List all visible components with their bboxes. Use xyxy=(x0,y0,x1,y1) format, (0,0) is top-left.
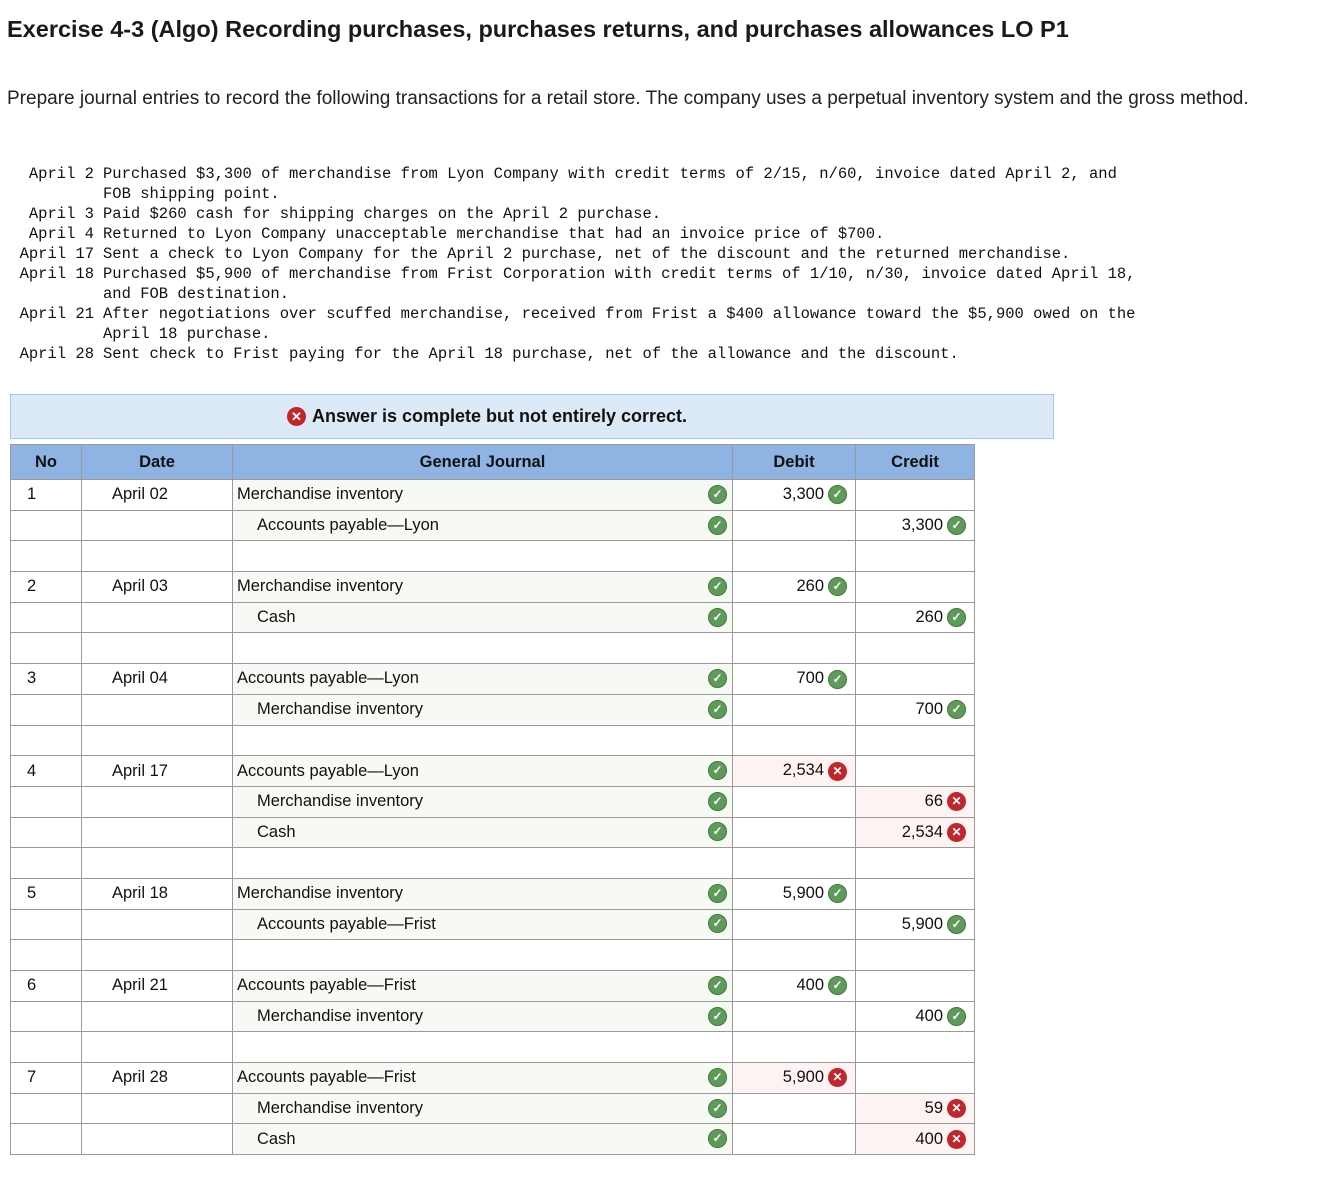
table-row xyxy=(11,480,975,511)
account-name: Merchandise inventory xyxy=(257,1007,423,1026)
table-row xyxy=(11,725,975,756)
debit-amount: 260 xyxy=(796,577,824,596)
entry-number xyxy=(11,633,82,664)
entry-number xyxy=(11,817,82,848)
table-row xyxy=(11,510,975,541)
table-row xyxy=(11,694,975,725)
entry-date[interactable] xyxy=(82,1032,233,1063)
entry-date[interactable] xyxy=(82,817,233,848)
transaction-text: After negotiations over scuffed merchandise, received from Frist a $400 allowance toward the $5,900 owed on the xyxy=(103,305,1136,323)
credit-cell[interactable] xyxy=(856,480,975,511)
col-no: No xyxy=(11,445,82,480)
debit-amount: 5,900 xyxy=(782,1068,824,1087)
x-circle-icon: ✕ xyxy=(947,1130,966,1149)
credit-cell[interactable] xyxy=(856,1124,975,1155)
check-circle-icon: ✓ xyxy=(708,1099,727,1118)
entry-date[interactable]: April 28 xyxy=(82,1063,233,1094)
instructions: Prepare journal entries to record the following transactions for a retail store. The company uses a perpetual inventory system and the gross method. xyxy=(7,88,1249,109)
account-name: Cash xyxy=(257,608,296,627)
transaction-text: Sent check to Frist paying for the April 18 purchase, net of the allowance and the discount. xyxy=(103,345,959,363)
credit-amount: 400 xyxy=(915,1129,943,1148)
account-cell[interactable] xyxy=(233,940,733,971)
credit-cell[interactable] xyxy=(856,725,975,756)
debit-cell[interactable] xyxy=(733,480,856,511)
credit-cell[interactable] xyxy=(856,694,975,725)
table-row xyxy=(11,572,975,603)
account-cell[interactable] xyxy=(233,1063,733,1094)
credit-cell[interactable] xyxy=(856,909,975,940)
transaction-date xyxy=(6,284,94,304)
credit-cell[interactable] xyxy=(856,848,975,879)
transaction-row xyxy=(6,164,1135,184)
credit-amount: 66 xyxy=(924,792,943,811)
check-circle-icon: ✓ xyxy=(708,577,727,596)
table-row xyxy=(11,1001,975,1032)
account-cell[interactable] xyxy=(233,1032,733,1063)
debit-cell[interactable] xyxy=(733,1063,856,1094)
check-circle-icon: ✓ xyxy=(828,976,847,995)
transaction-row xyxy=(6,304,1135,324)
debit-amount: 400 xyxy=(796,976,824,995)
debit-cell[interactable] xyxy=(733,817,856,848)
credit-amount: 700 xyxy=(915,700,943,719)
debit-cell[interactable] xyxy=(733,725,856,756)
entry-date[interactable]: April 03 xyxy=(82,572,233,603)
check-circle-icon: ✓ xyxy=(708,516,727,535)
debit-cell[interactable] xyxy=(733,1001,856,1032)
debit-cell[interactable] xyxy=(733,633,856,664)
credit-cell[interactable] xyxy=(856,756,975,787)
check-circle-icon: ✓ xyxy=(708,761,727,780)
credit-amount: 3,300 xyxy=(901,515,943,534)
debit-cell[interactable] xyxy=(733,572,856,603)
check-circle-icon: ✓ xyxy=(708,485,727,504)
entry-number xyxy=(11,848,82,879)
col-credit: Credit xyxy=(856,445,975,480)
account-cell[interactable] xyxy=(233,1124,733,1155)
account-cell[interactable] xyxy=(233,480,733,511)
transaction-text: Paid $260 cash for shipping charges on the April 2 purchase. xyxy=(103,205,662,223)
account-name: Accounts payable—Frist xyxy=(237,976,416,995)
credit-cell[interactable] xyxy=(856,602,975,633)
check-circle-icon: ✓ xyxy=(708,1129,727,1148)
transaction-text: FOB shipping point. xyxy=(103,185,280,203)
credit-cell[interactable] xyxy=(856,633,975,664)
check-circle-icon: ✓ xyxy=(828,884,847,903)
credit-cell[interactable] xyxy=(856,1032,975,1063)
credit-amount: 400 xyxy=(915,1006,943,1025)
entry-number xyxy=(11,510,82,541)
debit-amount: 700 xyxy=(796,669,824,688)
account-cell[interactable] xyxy=(233,971,733,1002)
account-name: Merchandise inventory xyxy=(237,884,403,903)
table-row xyxy=(11,1093,975,1124)
transaction-date xyxy=(6,184,94,204)
entry-date[interactable]: April 04 xyxy=(82,664,233,695)
table-row xyxy=(11,602,975,633)
credit-cell[interactable] xyxy=(856,786,975,817)
debit-cell[interactable] xyxy=(733,694,856,725)
account-name: Cash xyxy=(257,1129,296,1148)
entry-number xyxy=(11,602,82,633)
transaction-text: Returned to Lyon Company unacceptable merchandise that had an invoice price of $700. xyxy=(103,225,885,243)
account-cell[interactable] xyxy=(233,510,733,541)
transaction-date: April 17 xyxy=(19,245,94,263)
entry-number xyxy=(11,786,82,817)
table-row xyxy=(11,817,975,848)
table-row xyxy=(11,940,975,971)
credit-cell[interactable] xyxy=(856,664,975,695)
transaction-row xyxy=(6,244,1135,264)
x-circle-icon: ✕ xyxy=(947,823,966,842)
entry-date[interactable]: April 21 xyxy=(82,971,233,1002)
transaction-date: April 21 xyxy=(19,305,94,323)
entry-date[interactable] xyxy=(82,940,233,971)
transaction-row xyxy=(6,204,1135,224)
entry-date[interactable] xyxy=(82,725,233,756)
debit-cell[interactable] xyxy=(733,971,856,1002)
transaction-text: Sent a check to Lyon Company for the April 2 purchase, net of the discount and the returned merchandise. xyxy=(103,245,1071,263)
transaction-list xyxy=(6,164,1135,364)
transaction-row-cont xyxy=(6,184,1135,204)
col-debit: Debit xyxy=(733,445,856,480)
entry-number xyxy=(11,1032,82,1063)
account-cell[interactable] xyxy=(233,817,733,848)
account-cell[interactable] xyxy=(233,878,733,909)
entry-number xyxy=(11,694,82,725)
table-row xyxy=(11,1124,975,1155)
credit-amount: 59 xyxy=(924,1099,943,1118)
account-cell[interactable] xyxy=(233,786,733,817)
account-cell[interactable] xyxy=(233,664,733,695)
debit-amount: 2,534 xyxy=(782,761,824,780)
debit-cell[interactable] xyxy=(733,909,856,940)
entry-date[interactable] xyxy=(82,633,233,664)
debit-cell[interactable] xyxy=(733,786,856,817)
debit-cell[interactable] xyxy=(733,1032,856,1063)
account-cell[interactable] xyxy=(233,756,733,787)
table-row xyxy=(11,756,975,787)
debit-cell[interactable] xyxy=(733,940,856,971)
check-circle-icon: ✓ xyxy=(708,884,727,903)
check-circle-icon: ✓ xyxy=(828,485,847,504)
entry-date[interactable]: April 17 xyxy=(82,756,233,787)
check-circle-icon: ✓ xyxy=(947,516,966,535)
transaction-row-cont xyxy=(6,284,1135,304)
transaction-text: and FOB destination. xyxy=(103,285,290,303)
transaction-date xyxy=(6,324,94,344)
account-name: Accounts payable—Lyon xyxy=(257,516,439,535)
account-name: Cash xyxy=(257,822,296,841)
entry-number xyxy=(11,1093,82,1124)
account-cell[interactable] xyxy=(233,633,733,664)
credit-cell[interactable] xyxy=(856,971,975,1002)
page-title: Exercise 4-3 (Algo) Recording purchases, purchases returns, and purchases allowances LO P1 xyxy=(7,16,1069,42)
entry-date[interactable] xyxy=(82,909,233,940)
entry-date[interactable] xyxy=(82,1093,233,1124)
transaction-row xyxy=(6,224,1135,244)
check-circle-icon: ✓ xyxy=(708,608,727,627)
check-circle-icon: ✓ xyxy=(947,700,966,719)
debit-cell[interactable] xyxy=(733,1124,856,1155)
transaction-date: April 3 xyxy=(28,205,94,223)
entry-number xyxy=(11,725,82,756)
check-circle-icon: ✓ xyxy=(828,670,847,689)
table-row xyxy=(11,1032,975,1063)
credit-cell[interactable] xyxy=(856,817,975,848)
debit-cell[interactable] xyxy=(733,878,856,909)
entry-date[interactable] xyxy=(82,786,233,817)
entry-number: 6 xyxy=(11,971,82,1002)
account-cell[interactable] xyxy=(233,694,733,725)
table-row xyxy=(11,786,975,817)
general-journal-table xyxy=(10,444,975,1155)
banner-text: Answer is complete but not entirely correct. xyxy=(311,406,688,426)
entry-date[interactable] xyxy=(82,602,233,633)
credit-cell[interactable] xyxy=(856,510,975,541)
entry-number xyxy=(11,1124,82,1155)
entry-number: 1 xyxy=(11,480,82,511)
account-cell[interactable] xyxy=(233,909,733,940)
entry-number: 7 xyxy=(11,1063,82,1094)
x-circle-icon: ✕ xyxy=(287,407,306,426)
entry-date[interactable] xyxy=(82,510,233,541)
x-circle-icon: ✕ xyxy=(947,792,966,811)
entry-number xyxy=(11,940,82,971)
table-row xyxy=(11,909,975,940)
credit-amount: 260 xyxy=(915,608,943,627)
account-name: Merchandise inventory xyxy=(237,485,403,504)
result-banner xyxy=(10,394,1054,439)
check-circle-icon: ✓ xyxy=(947,1007,966,1026)
col-general-journal: General Journal xyxy=(233,445,733,480)
transaction-text: Purchased $5,900 of merchandise from Frist Corporation with credit terms of 1/10, n/30, invoice dated April 18, xyxy=(103,265,1136,283)
check-circle-icon: ✓ xyxy=(708,822,727,841)
entry-number xyxy=(11,909,82,940)
table-header-row xyxy=(11,445,975,480)
entry-number: 3 xyxy=(11,664,82,695)
table-row xyxy=(11,633,975,664)
entry-date[interactable] xyxy=(82,694,233,725)
check-circle-icon: ✓ xyxy=(828,577,847,596)
check-circle-icon: ✓ xyxy=(708,976,727,995)
account-cell[interactable] xyxy=(233,848,733,879)
credit-amount: 5,900 xyxy=(901,914,943,933)
transaction-date: April 2 xyxy=(28,165,94,183)
debit-amount: 5,900 xyxy=(782,884,824,903)
account-name: Merchandise inventory xyxy=(237,577,403,596)
credit-cell[interactable] xyxy=(856,541,975,572)
check-circle-icon: ✓ xyxy=(708,1007,727,1026)
account-cell[interactable] xyxy=(233,541,733,572)
credit-cell[interactable] xyxy=(856,940,975,971)
entry-number xyxy=(11,541,82,572)
account-name: Accounts payable—Lyon xyxy=(237,761,419,780)
entry-date[interactable]: April 02 xyxy=(82,480,233,511)
entry-date[interactable]: April 18 xyxy=(82,878,233,909)
account-cell[interactable] xyxy=(233,572,733,603)
check-circle-icon: ✓ xyxy=(708,914,727,933)
check-circle-icon: ✓ xyxy=(708,792,727,811)
account-name: Merchandise inventory xyxy=(257,792,423,811)
transaction-text: April 18 purchase. xyxy=(103,325,271,343)
entry-number: 4 xyxy=(11,756,82,787)
transaction-row xyxy=(6,264,1135,284)
debit-amount: 3,300 xyxy=(782,485,824,504)
table-row xyxy=(11,848,975,879)
account-name: Accounts payable—Frist xyxy=(257,914,436,933)
table-row xyxy=(11,1063,975,1094)
check-circle-icon: ✓ xyxy=(708,1068,727,1087)
debit-cell[interactable] xyxy=(733,664,856,695)
account-cell[interactable] xyxy=(233,602,733,633)
credit-cell[interactable] xyxy=(856,878,975,909)
check-circle-icon: ✓ xyxy=(708,700,727,719)
table-row xyxy=(11,541,975,572)
debit-cell[interactable] xyxy=(733,602,856,633)
transaction-text: Purchased $3,300 of merchandise from Lyon Company with credit terms of 2/15, n/60, invoice dated April 2, and xyxy=(103,165,1117,183)
x-circle-icon: ✕ xyxy=(947,1099,966,1118)
account-name: Merchandise inventory xyxy=(257,1099,423,1118)
transaction-row-cont xyxy=(6,324,1135,344)
check-circle-icon: ✓ xyxy=(708,669,727,688)
transaction-date: April 28 xyxy=(19,345,94,363)
entry-date[interactable] xyxy=(82,1001,233,1032)
col-date: Date xyxy=(82,445,233,480)
entry-number xyxy=(11,1001,82,1032)
account-name: Merchandise inventory xyxy=(257,700,423,719)
account-name: Accounts payable—Lyon xyxy=(237,669,419,688)
credit-cell[interactable] xyxy=(856,572,975,603)
entry-date[interactable] xyxy=(82,541,233,572)
entry-number: 5 xyxy=(11,878,82,909)
credit-amount: 2,534 xyxy=(901,822,943,841)
check-circle-icon: ✓ xyxy=(947,608,966,627)
table-row xyxy=(11,878,975,909)
account-name: Accounts payable—Frist xyxy=(237,1068,416,1087)
debit-cell[interactable] xyxy=(733,510,856,541)
transaction-date: April 18 xyxy=(19,265,94,283)
debit-cell[interactable] xyxy=(733,756,856,787)
x-circle-icon: ✕ xyxy=(828,762,847,781)
transaction-date: April 4 xyxy=(28,225,94,243)
x-circle-icon: ✕ xyxy=(828,1068,847,1087)
entry-date[interactable] xyxy=(82,848,233,879)
debit-cell[interactable] xyxy=(733,541,856,572)
entry-number: 2 xyxy=(11,572,82,603)
check-circle-icon: ✓ xyxy=(947,915,966,934)
account-cell[interactable] xyxy=(233,1001,733,1032)
transaction-row xyxy=(6,344,1135,364)
credit-cell[interactable] xyxy=(856,1063,975,1094)
debit-cell[interactable] xyxy=(733,848,856,879)
table-row xyxy=(11,664,975,695)
credit-cell[interactable] xyxy=(856,1093,975,1124)
table-row xyxy=(11,971,975,1002)
account-cell[interactable] xyxy=(233,1093,733,1124)
account-cell[interactable] xyxy=(233,725,733,756)
debit-cell[interactable] xyxy=(733,1093,856,1124)
entry-date[interactable] xyxy=(82,1124,233,1155)
credit-cell[interactable] xyxy=(856,1001,975,1032)
